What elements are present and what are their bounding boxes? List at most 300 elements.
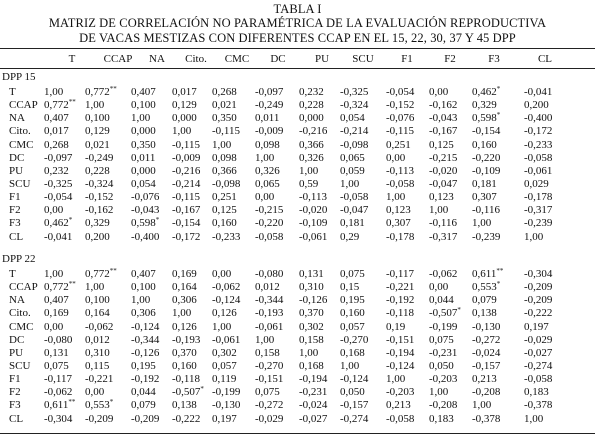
table-cell: -0,062 xyxy=(429,268,458,280)
table-cell: 0,029 xyxy=(524,177,549,190)
table-cell: 0,598* xyxy=(472,111,501,125)
table-cell: 1,00 xyxy=(429,386,449,399)
table-cell: -0,274 xyxy=(524,359,553,372)
table-cell: -0,194 xyxy=(299,373,328,386)
table-cell: -0,098 xyxy=(212,177,241,190)
table-cell: 0,138 xyxy=(472,307,497,320)
table-cell: -0,024 xyxy=(299,399,328,412)
row-label: F3 xyxy=(9,217,21,230)
row-label: F3 xyxy=(9,399,21,412)
table-cell: 0,29 xyxy=(340,230,360,243)
table-cell: 0,100 xyxy=(131,99,156,112)
table-cell: 0,183 xyxy=(524,386,549,399)
table-cell: 0,228 xyxy=(299,99,324,112)
row-label: PU xyxy=(9,164,24,177)
table-cell: -0,167 xyxy=(172,204,201,217)
table-cell: 0,075 xyxy=(429,333,454,346)
table-row xyxy=(0,321,595,334)
row-label: CMC xyxy=(9,138,34,151)
table-cell: -0,076 xyxy=(131,191,160,204)
table-cell: 1,00 xyxy=(172,307,192,320)
table-cell: 0,197 xyxy=(524,320,549,333)
table-cell: -0,058 xyxy=(524,373,553,386)
table-cell: 0,011 xyxy=(131,151,156,164)
table-cell: 0,407 xyxy=(44,294,69,307)
table-cell: 1,00 xyxy=(255,151,275,164)
table-cell: -0,009 xyxy=(172,151,201,164)
table-cell: -0,324 xyxy=(340,99,369,112)
table-cell: -0,193 xyxy=(255,307,284,320)
row-label: CL xyxy=(9,412,24,425)
table-cell: 1,00 xyxy=(386,191,406,204)
table-cell: -0,124 xyxy=(340,373,369,386)
table-cell: 0,366 xyxy=(212,164,237,177)
table-row xyxy=(0,217,595,230)
table-cell: -0,130 xyxy=(212,399,241,412)
table-cell: 0,123 xyxy=(429,191,454,204)
table-cell: -0,116 xyxy=(472,204,501,217)
table-cell: 0,115 xyxy=(85,359,110,372)
table-cell: 1,00 xyxy=(429,204,449,217)
significance-marker: * xyxy=(155,216,160,225)
table-cell: 0,181 xyxy=(472,177,497,190)
table-cell: 1,00 xyxy=(44,86,64,98)
table-cell: 1,00 xyxy=(299,164,319,177)
table-cell: 0,021 xyxy=(85,138,110,151)
table-cell: -0,220 xyxy=(472,151,501,164)
table-cell: 1,00 xyxy=(472,399,492,412)
table-cell: 0,598* xyxy=(131,216,160,230)
table-cell: -0,054 xyxy=(386,86,415,98)
table-bottom-rule xyxy=(0,433,595,434)
table-cell: 0,407 xyxy=(44,112,69,125)
table-cell: -0,221 xyxy=(386,281,415,294)
table-cell: -0,154 xyxy=(172,217,201,230)
table-cell: 0,350 xyxy=(131,138,156,151)
table-cell: -0,126 xyxy=(131,346,160,359)
table-cell: 0,075 xyxy=(44,359,69,372)
table-cell: -0,378 xyxy=(472,412,501,425)
table-cell: 1,00 xyxy=(340,177,360,190)
table-cell: 0,021 xyxy=(212,99,237,112)
table-cell: -0,118 xyxy=(172,373,201,386)
table-cell: -0,062 xyxy=(212,281,241,294)
table-cell: -0,325 xyxy=(44,177,73,190)
significance-marker: * xyxy=(496,85,501,93)
table-cell: -0,109 xyxy=(299,217,328,230)
table-cell: 1,00 xyxy=(131,112,151,125)
table-cell: -0,209 xyxy=(524,294,553,307)
significance-marker: ** xyxy=(496,267,504,275)
table-cell: 1,00 xyxy=(212,320,232,333)
table-cell: 1,00 xyxy=(386,373,406,386)
table-cell: 1,00 xyxy=(212,138,232,151)
table-cell: -0,222 xyxy=(524,307,553,320)
table-cell: 0,126 xyxy=(172,320,197,333)
table-cell: 0,181 xyxy=(340,217,365,230)
table-cell: -0,029 xyxy=(255,412,284,425)
table-row xyxy=(0,268,595,281)
table-cell: 0,251 xyxy=(212,191,237,204)
table-cell: 0,19 xyxy=(386,320,406,333)
table-cell: -0,344 xyxy=(131,333,160,346)
table-cell: -0,157 xyxy=(340,399,369,412)
table-cell: 0,100 xyxy=(85,112,110,125)
table-cell: -0,272 xyxy=(255,399,284,412)
column-header: CMC xyxy=(224,53,250,65)
table-row xyxy=(0,386,595,399)
table-cell: -0,231 xyxy=(299,386,328,399)
table-cell: 0,310 xyxy=(299,281,324,294)
table-cell: -0,249 xyxy=(255,99,284,112)
table-cell: -0,047 xyxy=(340,204,369,217)
table-top-rule xyxy=(0,48,595,49)
table-cell: 0,164 xyxy=(172,281,197,294)
table-cell: 1,00 xyxy=(524,412,544,425)
table-cell: -0,317 xyxy=(429,230,458,243)
table-cell: 0,160 xyxy=(340,307,365,320)
table-cell: 0,306 xyxy=(131,307,156,320)
table-cell: 1,00 xyxy=(299,346,319,359)
table-cell: 0,065 xyxy=(340,151,365,164)
table-cell: -0,216 xyxy=(299,125,328,138)
table-cell: 0,00 xyxy=(44,320,64,333)
table-cell: 0,123 xyxy=(386,204,411,217)
table-cell: 0,057 xyxy=(340,320,365,333)
table-cell: -0,192 xyxy=(386,294,415,307)
table-cell: 0,268 xyxy=(44,138,69,151)
row-label: DC xyxy=(9,151,25,164)
table-cell: -0,058 xyxy=(524,151,553,164)
row-label: NA xyxy=(9,294,25,307)
table-cell: -0,317 xyxy=(524,204,553,217)
table-cell: -0,304 xyxy=(524,268,553,280)
table-header-rule xyxy=(0,68,595,69)
table-cell: 0,158 xyxy=(299,333,324,346)
table-cell: -0,215 xyxy=(429,151,458,164)
table-cell: -0,124 xyxy=(131,320,160,333)
table-cell: -0,233 xyxy=(212,230,241,243)
table-cell: 0,050 xyxy=(429,359,454,372)
table-cell: -0,270 xyxy=(255,359,284,372)
section-dpp-22-rows xyxy=(0,268,595,426)
table-cell: 0,232 xyxy=(44,164,69,177)
table-row xyxy=(0,139,595,152)
table-cell: 0,611** xyxy=(472,267,504,280)
table-cell: 0,306 xyxy=(172,294,197,307)
table-cell: 0,012 xyxy=(85,333,110,346)
table-cell: -0,239 xyxy=(524,217,553,230)
table-cell: 0,350 xyxy=(212,112,237,125)
table-cell: -0,024 xyxy=(472,346,501,359)
table-cell: -0,209 xyxy=(131,412,160,425)
table-cell: -0,061 xyxy=(255,320,284,333)
table-cell: -0,151 xyxy=(255,373,284,386)
table-cell: 0,307 xyxy=(386,217,411,230)
table-cell: -0,221 xyxy=(85,373,114,386)
table-cell: -0,027 xyxy=(524,346,553,359)
table-cell: -0,080 xyxy=(255,268,284,280)
table-cell: 0,100 xyxy=(131,281,156,294)
row-label: F2 xyxy=(9,204,21,217)
table-row xyxy=(0,281,595,294)
table-row xyxy=(0,86,595,99)
table-cell: 1,00 xyxy=(44,268,64,280)
table-row xyxy=(0,307,595,320)
table-cell: 0,00 xyxy=(85,386,105,399)
table-row xyxy=(0,204,595,217)
table-cell: 1,00 xyxy=(524,230,544,243)
column-header: T xyxy=(68,53,76,65)
row-label: CMC xyxy=(9,320,34,333)
table-cell: 1,00 xyxy=(472,217,492,230)
row-label: T xyxy=(9,86,16,98)
table-cell: -0,154 xyxy=(472,125,501,138)
table-cell: 0,183 xyxy=(429,412,454,425)
table-cell: -0,222 xyxy=(172,412,201,425)
column-header: Cito. xyxy=(185,53,207,65)
row-label: CCAP xyxy=(9,281,38,294)
table-cell: -0,203 xyxy=(386,386,415,399)
table-cell: -0,216 xyxy=(172,164,201,177)
table-title-line-1: MATRIZ DE CORRELACIÓN NO PARAMÉTRICA DE LA EVALUACIÓN REPRODUCTIVA xyxy=(48,16,547,30)
significance-marker: * xyxy=(109,398,114,407)
table-cell: -0,061 xyxy=(299,230,328,243)
table-cell: -0,113 xyxy=(386,164,415,177)
table-cell: 0,017 xyxy=(44,125,69,138)
table-cell: -0,058 xyxy=(386,412,415,425)
row-label: CCAP xyxy=(9,99,38,112)
table-cell: 0,366 xyxy=(299,138,324,151)
table-cell: 0,054 xyxy=(131,177,156,190)
significance-marker: ** xyxy=(68,398,76,407)
table-cell: -0,199 xyxy=(429,320,458,333)
row-label: F1 xyxy=(9,191,21,204)
table-row xyxy=(0,399,595,412)
table-cell: -0,098 xyxy=(340,138,369,151)
table-cell: 0,075 xyxy=(340,268,365,280)
row-label: DC xyxy=(9,333,25,346)
table-cell: 0,329 xyxy=(472,99,497,112)
table-cell: -0,115 xyxy=(172,138,201,151)
significance-marker: ** xyxy=(68,98,76,107)
table-cell: -0,178 xyxy=(386,230,415,243)
section-dpp-15-rows xyxy=(0,86,595,244)
table-cell: -0,062 xyxy=(85,320,114,333)
table-cell: 0,228 xyxy=(85,164,110,177)
column-header: NA xyxy=(149,53,165,65)
table-cell: 1,00 xyxy=(172,125,192,138)
column-header: F3 xyxy=(488,53,500,65)
table-cell: -0,076 xyxy=(386,112,415,125)
table-row xyxy=(0,334,595,347)
table-cell: 1,00 xyxy=(131,294,151,307)
table-cell: 0,195 xyxy=(131,359,156,372)
table-cell: -0,203 xyxy=(429,373,458,386)
table-cell: -0,054 xyxy=(44,191,73,204)
table-row xyxy=(0,99,595,112)
table-cell: -0,324 xyxy=(85,177,114,190)
row-label: T xyxy=(9,268,16,280)
table-cell: -0,209 xyxy=(85,412,114,425)
table-cell: -0,194 xyxy=(386,346,415,359)
table-cell: -0,344 xyxy=(255,294,284,307)
table-cell: -0,162 xyxy=(429,99,458,112)
table-cell: 0,00 xyxy=(429,86,449,98)
row-label: NA xyxy=(9,112,25,125)
table-cell: 0,000 xyxy=(131,125,156,138)
table-cell: 0,370 xyxy=(172,346,197,359)
table-cell: -0,097 xyxy=(44,151,73,164)
table-cell: 0,195 xyxy=(340,294,365,307)
table-cell: 0,160 xyxy=(472,138,497,151)
table-cell: -0,167 xyxy=(429,125,458,138)
table-cell: -0,192 xyxy=(131,373,160,386)
table-cell: 0,197 xyxy=(212,412,237,425)
table-cell: 0,011 xyxy=(255,112,280,125)
table-cell: 0,129 xyxy=(85,125,110,138)
table-cell: -0,270 xyxy=(340,333,369,346)
table-cell: -0,115 xyxy=(172,191,201,204)
table-cell: -0,043 xyxy=(429,112,458,125)
row-label: PU xyxy=(9,346,24,359)
table-cell: -0,117 xyxy=(44,373,73,386)
table-cell: -0,151 xyxy=(386,333,415,346)
table-cell: -0,199 xyxy=(212,386,241,399)
table-cell: 0,268 xyxy=(212,86,237,98)
table-cell: 0,213 xyxy=(472,373,497,386)
table-cell: 0,611** xyxy=(44,398,76,412)
table-cell: 0,251 xyxy=(386,138,411,151)
table-cell: 0,168 xyxy=(299,359,324,372)
table-cell: -0,116 xyxy=(429,217,458,230)
table-row xyxy=(0,294,595,307)
table-cell: 0,772** xyxy=(44,98,76,112)
table-cell: 1,00 xyxy=(255,333,275,346)
table-cell: -0,157 xyxy=(472,359,501,372)
table-cell: 0,160 xyxy=(172,359,197,372)
table-cell: 0,59 xyxy=(299,177,319,190)
table-cell: -0,208 xyxy=(429,399,458,412)
table-cell: 0,169 xyxy=(44,307,69,320)
table-cell: -0,162 xyxy=(85,204,114,217)
column-header: F2 xyxy=(444,53,456,65)
table-cell: 0,462* xyxy=(44,216,73,230)
table-cell: 0,00 xyxy=(255,191,275,204)
table-row xyxy=(0,112,595,125)
table-cell: 0,131 xyxy=(44,346,69,359)
column-header: CCAP xyxy=(103,53,133,65)
table-cell: 0,000 xyxy=(131,164,156,177)
table-cell: -0,304 xyxy=(44,412,73,425)
table-cell: -0,325 xyxy=(340,86,369,98)
table-cell: -0,117 xyxy=(386,268,415,280)
table-row xyxy=(0,125,595,138)
table-cell: -0,047 xyxy=(429,177,458,190)
table-cell: -0,041 xyxy=(44,230,73,243)
table-cell: -0,118 xyxy=(386,307,415,320)
row-label: CL xyxy=(9,230,24,243)
row-label: Cito. xyxy=(9,307,31,320)
table-cell: -0,126 xyxy=(299,294,328,307)
column-header: F1 xyxy=(401,53,413,65)
table-cell: -0,115 xyxy=(212,125,241,138)
table-cell: 0,326 xyxy=(299,151,324,164)
table-cell: -0,214 xyxy=(172,177,201,190)
table-cell: 0,050 xyxy=(340,386,365,399)
table-cell: 0,079 xyxy=(131,399,156,412)
table-cell: -0,058 xyxy=(386,177,415,190)
table-cell: 1,00 xyxy=(85,99,105,112)
table-cell: 0,065 xyxy=(255,177,280,190)
table-cell: 0,131 xyxy=(299,268,324,280)
table-cell: 0,00 xyxy=(44,204,64,217)
table-cell: -0,152 xyxy=(386,99,415,112)
table-cell: 0,000 xyxy=(172,112,197,125)
table-cell: 0,00 xyxy=(212,268,232,280)
table-cell: 0,164 xyxy=(85,307,110,320)
table-cell: -0,172 xyxy=(172,230,201,243)
table-cell: -0,172 xyxy=(524,125,553,138)
table-cell: -0,193 xyxy=(172,333,201,346)
table-cell: -0,507* xyxy=(172,385,204,399)
table-number: TABLA I xyxy=(273,2,322,16)
table-cell: 0,012 xyxy=(255,281,280,294)
table-cell: 0,100 xyxy=(85,294,110,307)
table-cell: -0,178 xyxy=(524,191,553,204)
table-row xyxy=(0,191,595,204)
table-cell: 0,079 xyxy=(472,294,497,307)
table-cell: 0,168 xyxy=(340,346,365,359)
table-row xyxy=(0,231,595,244)
table-cell: 0,200 xyxy=(85,230,110,243)
significance-marker: * xyxy=(496,111,501,120)
table-cell: -0,058 xyxy=(340,191,369,204)
table-cell: -0,061 xyxy=(212,333,241,346)
table-cell: 0,00 xyxy=(386,151,406,164)
table-cell: -0,113 xyxy=(299,191,328,204)
table-cell: -0,062 xyxy=(44,386,73,399)
table-cell: 0,370 xyxy=(299,307,324,320)
table-cell: 0,232 xyxy=(299,86,324,98)
table-cell: -0,274 xyxy=(340,412,369,425)
table-cell: 0,772** xyxy=(85,267,117,280)
table-cell: -0,208 xyxy=(472,386,501,399)
table-cell: 0,169 xyxy=(172,268,197,280)
table-cell: 0,158 xyxy=(255,346,280,359)
column-header: SCU xyxy=(352,53,374,65)
row-label: F1 xyxy=(9,373,21,386)
table-cell: 0,044 xyxy=(131,386,156,399)
table-cell: 0,057 xyxy=(212,359,237,372)
table-row xyxy=(0,413,595,426)
table-cell: 0,200 xyxy=(524,99,549,112)
table-cell: -0,097 xyxy=(255,86,284,98)
row-label: SCU xyxy=(9,177,31,190)
table-cell: -0,124 xyxy=(386,359,415,372)
table-cell: 1,00 xyxy=(340,359,360,372)
table-cell: 0,329 xyxy=(85,217,110,230)
significance-marker: ** xyxy=(68,280,76,289)
table-cell: 0,772** xyxy=(44,280,76,294)
table-cell: -0,400 xyxy=(131,230,160,243)
column-header-row xyxy=(0,52,595,66)
table-row xyxy=(0,347,595,360)
table-cell: -0,214 xyxy=(340,125,369,138)
table-cell: -0,115 xyxy=(386,125,415,138)
table-cell: 0,054 xyxy=(340,112,365,125)
table-title-line-2: DE VACAS MESTIZAS CON DIFERENTES CCAP EN EL 15, 22, 30, 37 Y 45 DPP xyxy=(79,31,516,45)
